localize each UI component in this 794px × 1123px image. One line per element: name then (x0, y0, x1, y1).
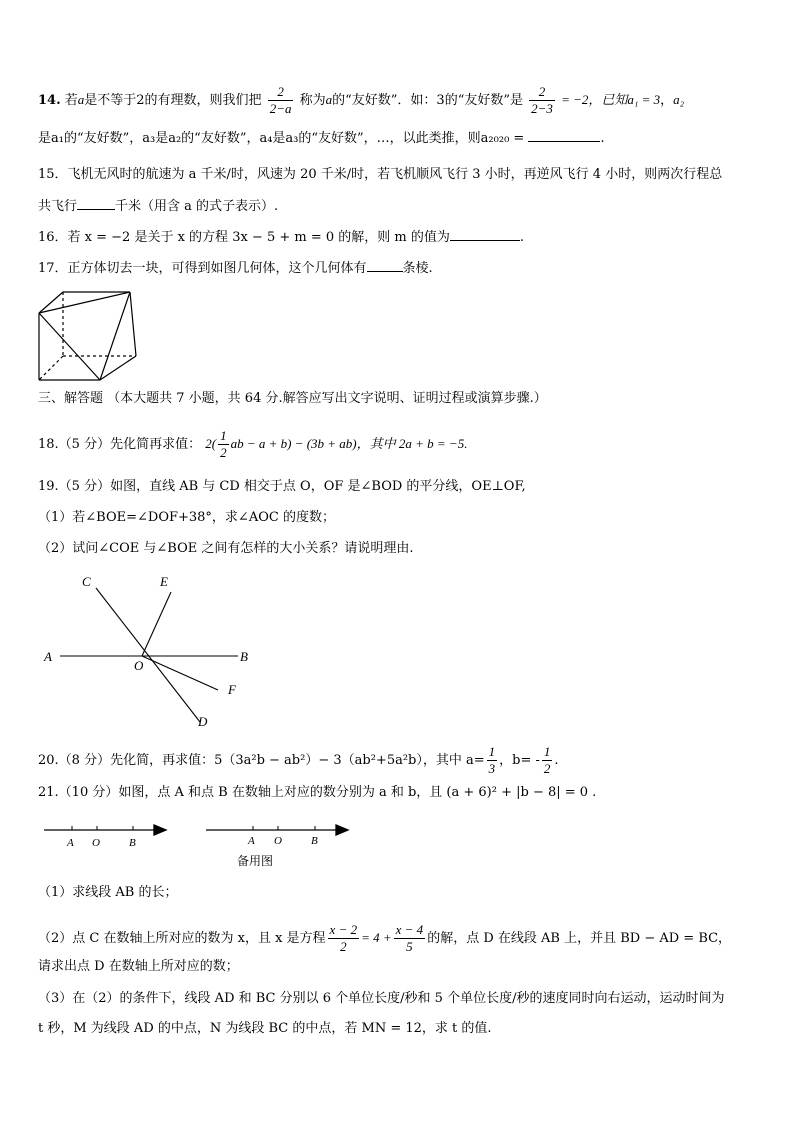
q19-line2: （1）若∠BOE=∠DOF+38°，求∠AOC 的度数； (38, 510, 335, 525)
q20-fraction-a: $\frac{1}{3}$ (488, 744, 496, 776)
answer-blank-14[interactable] (528, 141, 600, 142)
q21-part2-line1: （2）点 C 在数轴上所对应的数为 x，且 x 是方程 $\frac{x - 2}{2}$ = 4 + $\frac{x - 4}{5}$ 的解，点 D 在线段 AB 上，并且 BD − AD = BC， (38, 922, 732, 954)
line-CD (96, 588, 200, 722)
axis2-label-A: A (248, 835, 255, 847)
answer-blank-15[interactable] (77, 209, 115, 210)
ray-OF (142, 656, 218, 690)
answer-blank-16[interactable] (450, 240, 520, 241)
q14-fraction-2: $\frac{2}{2-3}$ (531, 84, 553, 116)
angle-figure (38, 568, 268, 734)
axis1-label-O: O (92, 837, 100, 849)
q21-fraction-1: $\frac{x - 2}{2}$ (329, 922, 358, 954)
label-E: E (160, 574, 168, 589)
q20: 20.（8 分）先化简，再求值：5（3a²b − ab²）− 3（ab²+5a²b），其中 a= $\frac{1}{3}$ ，b= - $\frac{1}{2}$ . (38, 744, 559, 776)
q14-line2: 是a₁的“友好数”，a₃是a₂的“友好数”，a₄是a₃的“友好数”，…，以此类推，则a₂₀₂₀ = . (38, 131, 605, 146)
q14-fraction-1: $\frac{2}{2-a}$ (269, 84, 292, 116)
label-D: D (198, 714, 208, 729)
q17: 17．正方体切去一块，可得到如图几何体，这个几何体有 条棱. (38, 261, 433, 276)
axis2-label-O: O (274, 835, 282, 847)
q21-line1: 21.（10 分）如图，点 A 和点 B 在数轴上对应的数分别为 a 和 b，且 (a + 6)² + |b − 8| = 0 . (38, 785, 597, 800)
answer-blank-17[interactable] (367, 271, 403, 272)
axis2-label-B: B (311, 835, 318, 847)
q18: 18.（5 分）先化简再求值： 2( $\frac{1}{2}$ ab − a + b) − (3b + ab)，其中 2a + b = −5. (38, 428, 468, 460)
label-A: A (44, 649, 52, 664)
q14-line1: 14. 若a是不等于2的有理数，则我们把 $\frac{2}{2-a}$ 称为a的“友好数”．如：3的“友好数”是 $\frac{2}{2-3}$ = −2，已知a₁ = 3，a₂ (38, 84, 685, 116)
label-C: C (82, 574, 91, 589)
label-B: B (240, 649, 248, 664)
axis1-label-A: A (67, 837, 74, 849)
q21-part1: （1）求线段 AB 的长； (38, 885, 178, 900)
ray-OE (142, 592, 171, 656)
truncated-cube-figure (36, 288, 140, 384)
section-3-heading: 三、解答题 （本大题共 7 小题，共 64 分.解答应写出文字说明、证明过程或演算步骤.） (38, 391, 547, 406)
q21-part3-line2: t 秒，M 为线段 AD 的中点，N 为线段 BC 的中点，若 MN = 12，求 t 的值. (38, 1021, 492, 1036)
q21-part2-line2: 请求出点 D 在数轴上所对应的数； (38, 959, 239, 974)
q16: 16．若 x = −2 是关于 x 的方程 3x − 5 + m = 0 的解，则 m 的值为 . (38, 230, 524, 245)
q19-line3: （2）试问∠COE 与∠BOE 之间有怎样的大小关系？请说明理由. (38, 541, 414, 556)
q19-line1: 19.（5 分）如图，直线 AB 与 CD 相交于点 O，OF 是∠BOD 的平分线，OE⊥OF, (38, 479, 526, 494)
q20-fraction-b: $\frac{1}{2}$ (543, 744, 551, 776)
spare-figure-caption: 备用图 (237, 854, 274, 868)
number-lines-figure (40, 820, 360, 854)
q15-line1: 15．飞机无风时的航速为 a 千米/时，风速为 20 千米/时，若飞机顺风飞行 3 小时，再逆风飞行 4 小时，则两次行程总 (38, 167, 723, 182)
q21-fraction-2: $\frac{x - 4}{5}$ (395, 922, 424, 954)
label-F: F (228, 682, 236, 697)
q21-part3-line1: （3）在（2）的条件下，线段 AD 和 BC 分别以 6 个单位长度/秒和 5 个单位长度/秒的速度同时向右运动，运动时间为 (38, 991, 725, 1006)
label-O: O (134, 658, 144, 673)
q18-fraction: $\frac{1}{2}$ (220, 428, 227, 460)
q15-line2: 共飞行 千米（用含 a 的式子表示）. (38, 199, 279, 214)
axis1-label-B: B (129, 837, 136, 849)
